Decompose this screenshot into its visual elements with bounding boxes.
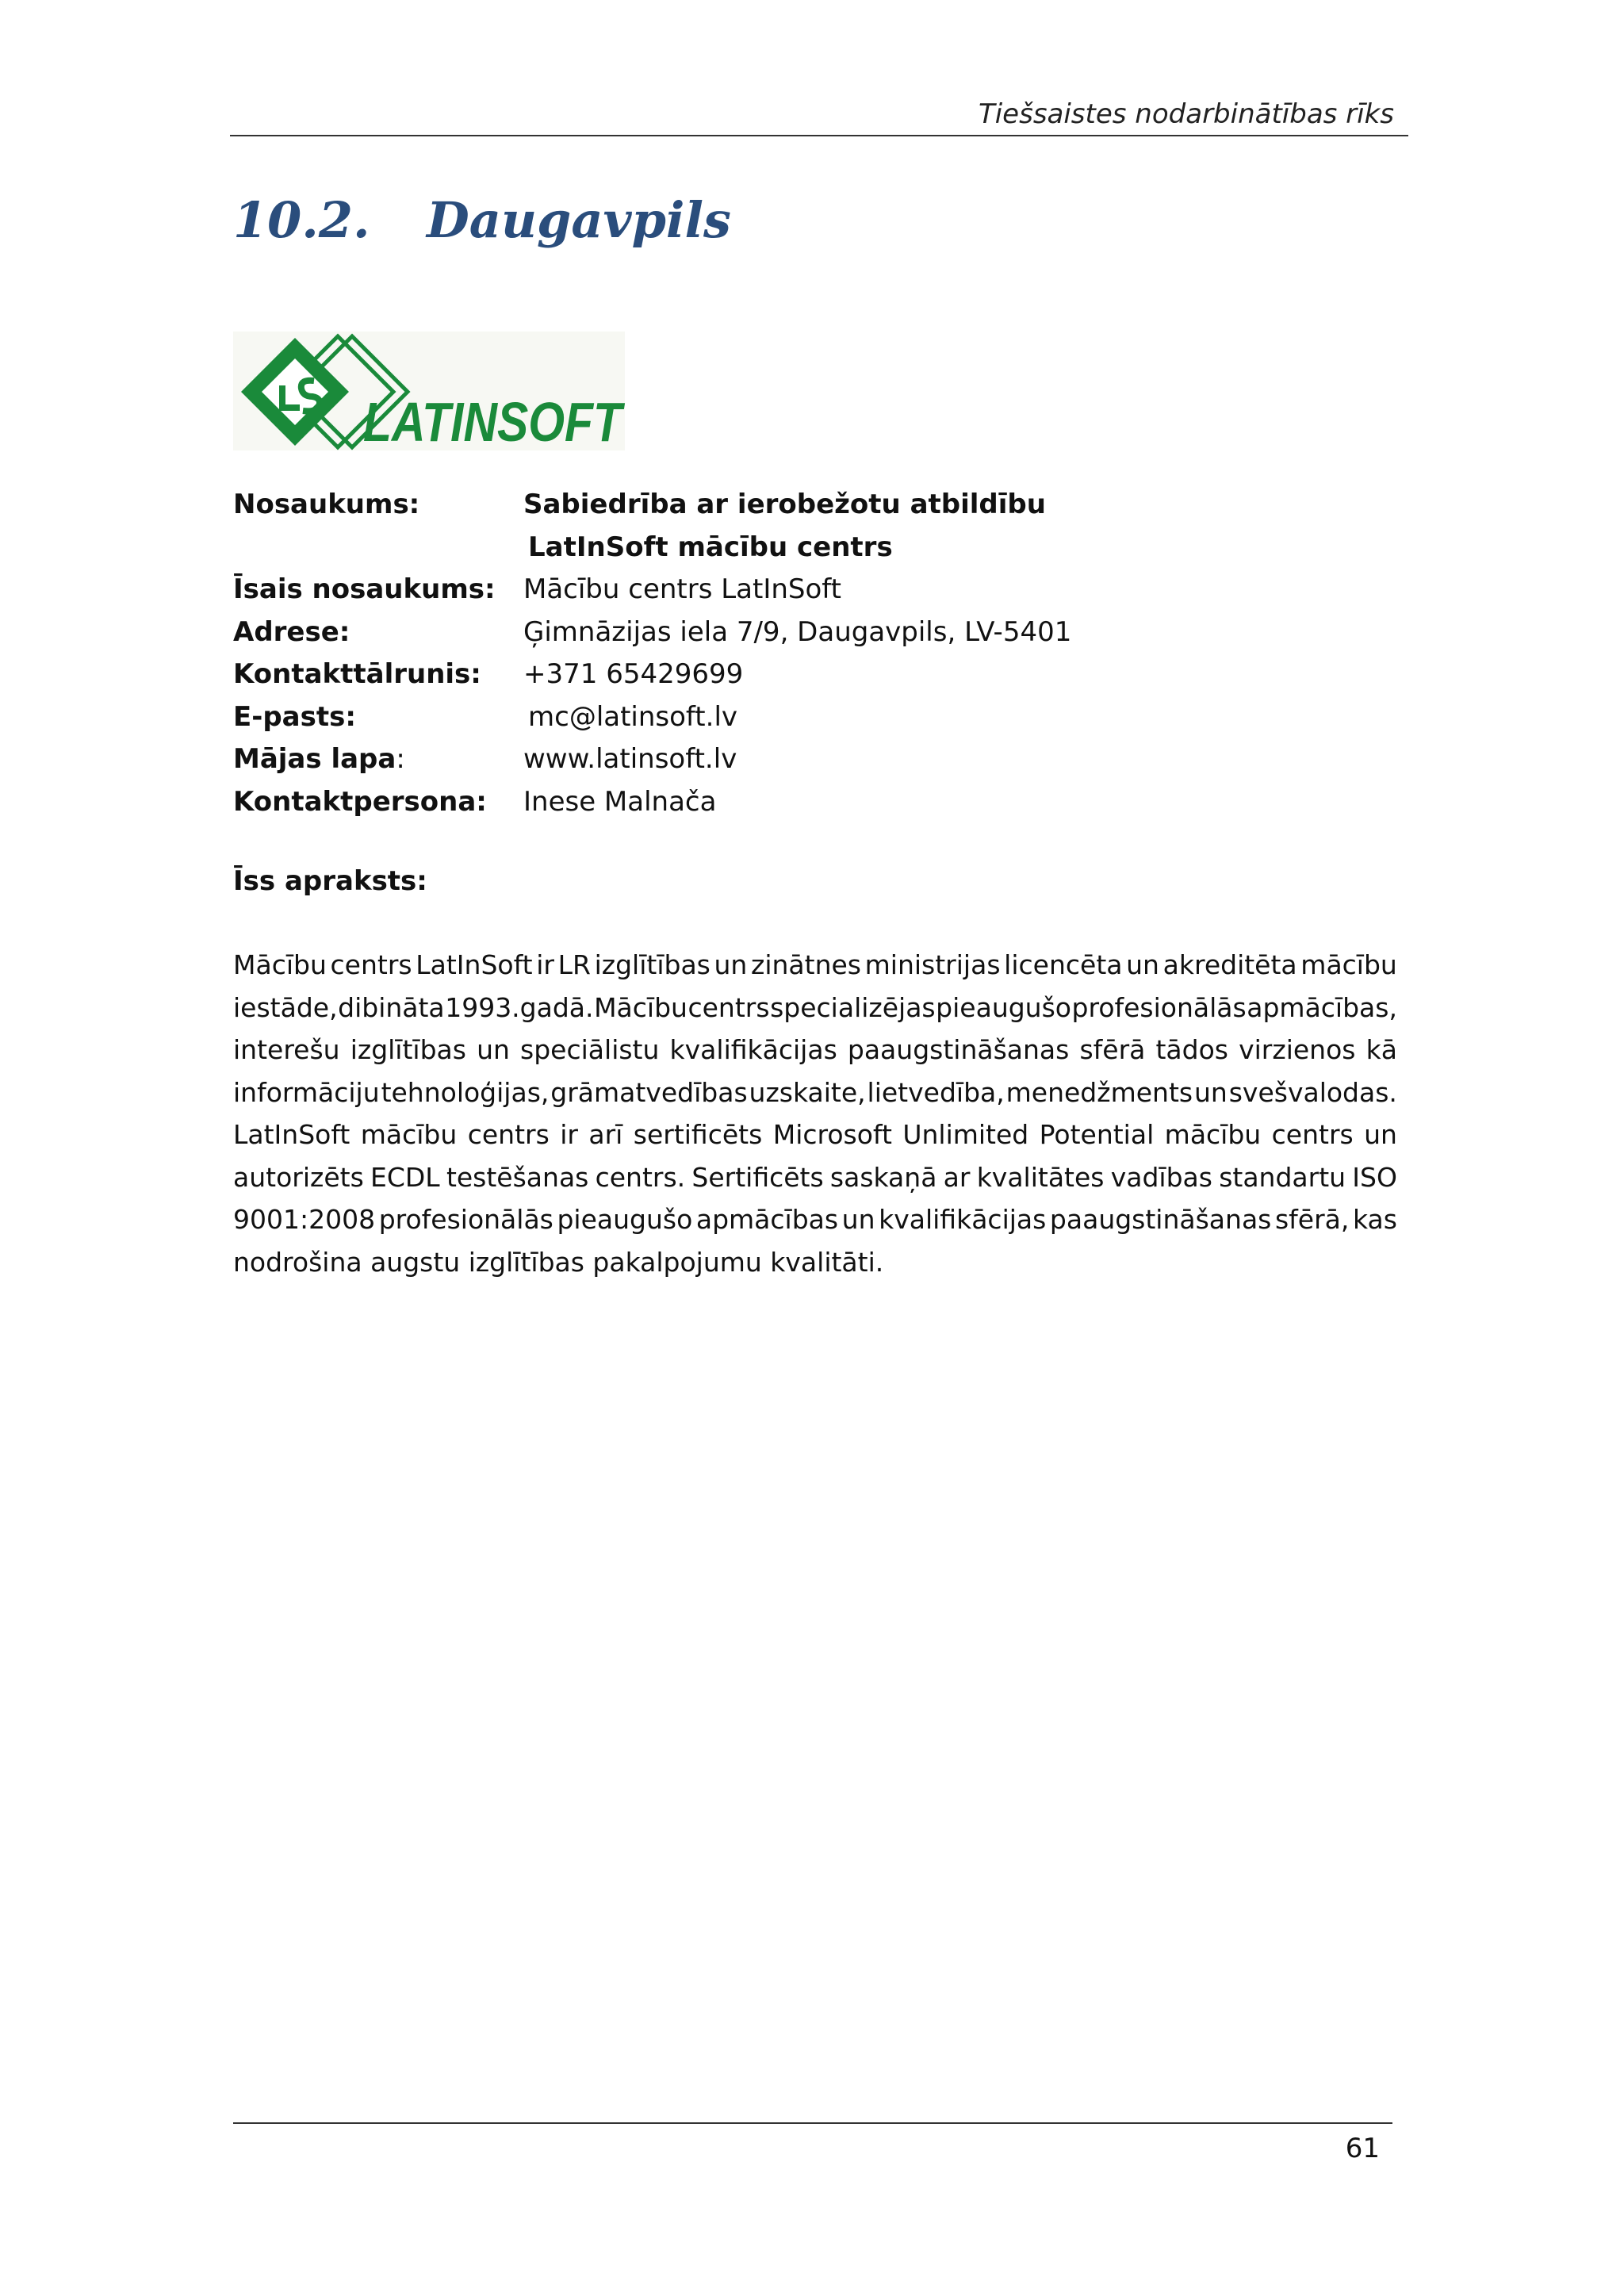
description-word: virzienos [1239,1034,1356,1065]
info-row-contact [233,781,1185,824]
email-value: mc@latinsoft.lv [528,700,738,733]
info-row-address [233,611,1185,654]
address-value: Ģimnāzijas iela 7/9, Daugavpils, LV-5401 [523,615,1072,648]
homepage-value: www.latinsoft.lv [523,743,737,775]
description-line: nodrošina augstu izglītības pakalpojumu kvalitāti. [233,1246,884,1278]
info-row-name-cont [233,527,1185,569]
description-word: standartu [1219,1161,1346,1193]
description-word: Potential [1039,1119,1155,1150]
description-word: dibināta [338,991,445,1023]
description-word: specializējas [770,991,936,1023]
section-number: 10.2. [233,191,370,249]
description-line [233,1114,1397,1156]
logo-text: LATINSOFT [363,391,626,453]
homepage-colon: : [396,743,405,775]
phone-value: +371 65429699 [523,658,744,690]
short-name-value: Mācību centrs LatInSoft [523,573,842,605]
description-word: paaugstināšanas [847,1034,1070,1065]
description-word: kā [1365,1034,1397,1065]
description-word: informāciju [233,1076,380,1108]
description-word: ir [536,949,554,980]
description-word: autorizēts [233,1161,364,1193]
description-body [233,944,1397,1283]
address-label: Adrese: [233,615,350,648]
description-word: apmācības, [1247,991,1397,1023]
description-line [233,987,1397,1029]
description-word: licencēta [1004,949,1123,980]
description-word: speciālistu [520,1034,660,1065]
description-word: menedžments [1005,1076,1193,1108]
latinsoft-logo-icon [233,332,626,453]
description-word: tehnoloģijas, [381,1076,550,1108]
footer-rule [233,2122,1392,2124]
header-rule [230,135,1408,136]
description-word: kas [1352,1204,1397,1235]
section-heading [233,191,731,249]
description-word: LatInSoft [416,949,533,980]
contact-label: Kontaktpersona: [233,785,487,818]
name-value-line2: LatInSoft mācību centrs [528,531,893,563]
description-word: pieaugušo [936,991,1071,1023]
description-word: LatInSoft [233,1119,350,1150]
page-number: 61 [1345,2133,1380,2164]
description-word: izglītības [350,1034,466,1065]
description-word: vadības [1110,1161,1212,1193]
description-word: profesionālās [378,1204,553,1235]
description-word: mācību [1300,949,1397,980]
description-word: 9001:2008 [233,1204,376,1235]
contact-value: Inese Malnača [523,785,717,818]
description-word: mācību [1164,1119,1262,1150]
description-line [233,1071,1397,1114]
description-word: ISO [1352,1161,1397,1193]
name-value-line1: Sabiedrība ar ierobežotu atbildību [523,489,1046,520]
description-word: uzskaite, [749,1076,866,1108]
description-word: ir [560,1119,578,1150]
info-row-short-name [233,569,1185,611]
homepage-label-wrap [233,738,523,781]
description-word: centrs [1271,1119,1354,1150]
description-word: 1993.gadā. [445,991,594,1023]
description-word: ECDL [370,1161,440,1193]
description-word: Unlimited [902,1119,1029,1150]
description-word: ministrijas [864,949,1001,980]
info-row-name [233,484,1185,527]
description-word: ar [943,1161,971,1193]
description-word: sertificēts [633,1119,763,1150]
name-label-spacer [233,527,523,569]
info-row-phone [233,654,1185,696]
description-word: sfērā [1079,1034,1146,1065]
description-word: iestāde, [233,991,338,1023]
description-word: kvalifikācijas [669,1034,837,1065]
description-heading: Īss apraksts: [233,865,427,897]
homepage-label: Mājas lapa [233,743,396,775]
name-label: Nosaukums: [233,489,420,520]
info-row-email [233,696,1185,739]
description-word: Mācību [233,949,327,980]
description-word: un [1126,949,1159,980]
description-word: tādos [1155,1034,1228,1065]
description-word: centrs [467,1119,550,1150]
description-word: sfērā, [1274,1204,1350,1235]
description-word: un [1193,1076,1228,1108]
contact-info [233,484,1185,823]
description-word: centrs. [595,1161,686,1193]
email-label: E-pasts: [233,700,356,733]
description-word: kvalifikācijas [879,1204,1047,1235]
description-word: un [841,1204,875,1235]
description-word: pieaugušo [557,1204,693,1235]
description-word: arī [588,1119,623,1150]
description-word: LR [557,949,591,980]
description-word: profesionālās [1071,991,1247,1023]
latinsoft-logo [233,332,626,453]
description-word: Microsoft [772,1119,892,1150]
description-line [233,1198,1397,1241]
info-row-homepage [233,738,1185,781]
description-word: testēšanas [446,1161,589,1193]
description-word: Mācību [594,991,688,1023]
description-word: interešu [233,1034,340,1065]
running-header: Tiešsaistes nodarbinātības rīks [978,98,1394,130]
description-word: Sertificēts [691,1161,824,1193]
description-word: grāmatvedības [550,1076,748,1108]
description-word: apmācības [695,1204,839,1235]
description-word: saskaņā [829,1161,937,1193]
description-word: paaugstināšanas [1049,1204,1272,1235]
description-word: kvalitātes [976,1161,1105,1193]
description-word: svešvalodas. [1228,1076,1397,1108]
description-line [233,1156,1397,1199]
description-word: lietvedība, [867,1076,1005,1108]
description-line [233,944,1397,987]
description-word: centrs [688,991,770,1023]
description-word: zinātnes [751,949,861,980]
description-word: un [1364,1119,1397,1150]
description-word: mācību [360,1119,458,1150]
description-word: akreditēta [1162,949,1297,980]
description-word: izglītības [594,949,710,980]
description-word: un [477,1034,510,1065]
short-name-label: Īsais nosaukums: [233,573,496,605]
description-word: centrs [330,949,412,980]
phone-label: Kontakttālrunis: [233,658,481,690]
description-word: un [714,949,748,980]
section-title: Daugavpils [427,191,731,249]
description-line [233,1029,1397,1071]
